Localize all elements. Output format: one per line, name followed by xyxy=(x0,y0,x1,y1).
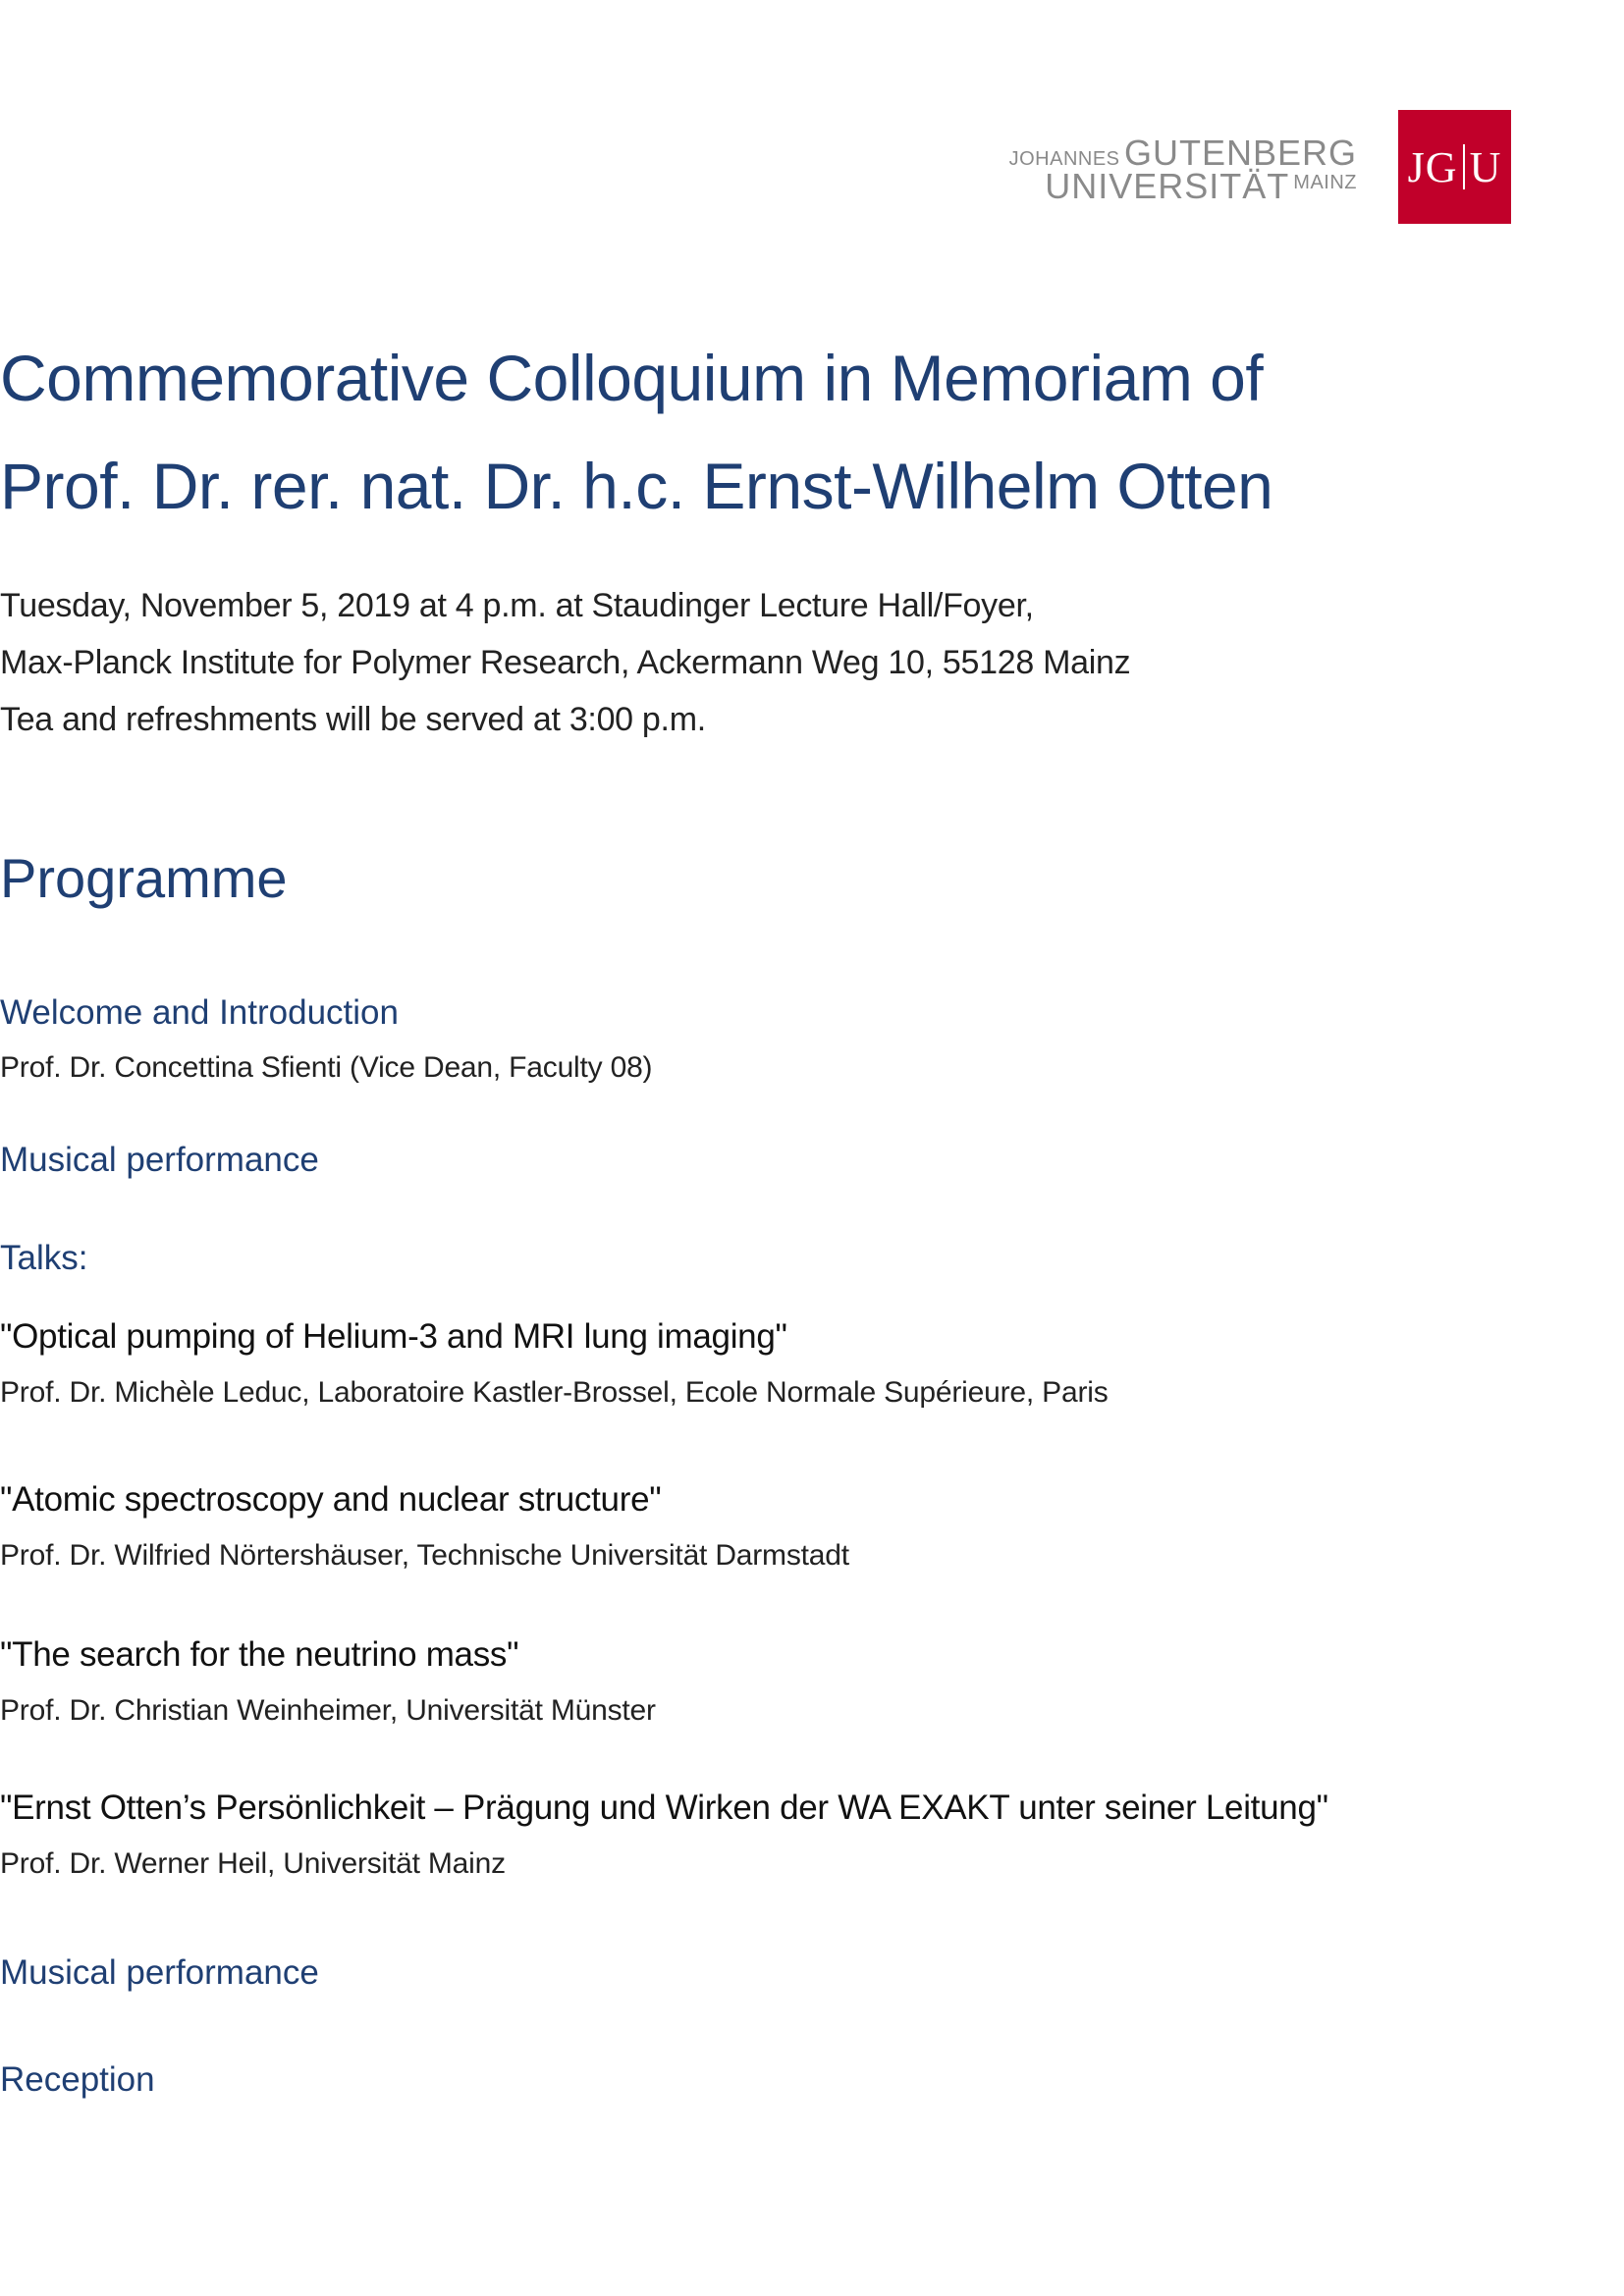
logo-box-jg: JG xyxy=(1407,142,1458,191)
title-line-2: Prof. Dr. rer. nat. Dr. h.c. Ernst-Wilhelm Otten xyxy=(0,450,1273,522)
reception-heading: Reception xyxy=(0,2060,155,2099)
logo-universitaet: UNIVERSITÄT xyxy=(1045,166,1290,206)
talks-heading: Talks: xyxy=(0,1239,88,1277)
programme-heading: Programme xyxy=(0,847,288,909)
talk-1-title: "Optical pumping of Helium-3 and MRI lung imaging" xyxy=(0,1317,787,1356)
title-line-1: Commemorative Colloquium in Memoriam of xyxy=(0,342,1264,414)
event-details xyxy=(0,577,1624,748)
logo-divider xyxy=(1463,144,1465,189)
jgu-logo-box xyxy=(1398,110,1511,224)
musical-performance-1: Musical performance xyxy=(0,1141,319,1179)
logo-line-2 xyxy=(1009,166,1357,206)
welcome-speaker: Prof. Dr. Concettina Sfienti (Vice Dean, Faculty 08) xyxy=(0,1051,653,1084)
event-address: Max-Planck Institute for Polymer Research, Ackermann Weg 10, 55128 Mainz xyxy=(0,644,1131,681)
musical-performance-2: Musical performance xyxy=(0,1953,319,1992)
talk-2-title: "Atomic spectroscopy and nuclear structure" xyxy=(0,1480,662,1519)
talk-3-title: "The search for the neutrino mass" xyxy=(0,1635,519,1674)
talk-3-speaker: Prof. Dr. Christian Weinheimer, Universität Münster xyxy=(0,1694,656,1727)
event-refreshments: Tea and refreshments will be served at 3:00 p.m. xyxy=(0,701,706,738)
university-logo-text xyxy=(1009,135,1357,204)
logo-mainz: MAINZ xyxy=(1293,172,1357,193)
talk-4-title: "Ernst Otten’s Persönlichkeit – Prägung und Wirken der WA EXAKT unter seiner Leitung" xyxy=(0,1789,1328,1827)
page-title xyxy=(0,324,1624,540)
logo-johannes: JOHANNES xyxy=(1008,148,1120,170)
talk-2-speaker: Prof. Dr. Wilfried Nörtershäuser, Technische Universität Darmstadt xyxy=(0,1539,849,1572)
logo-gutenberg: GUTENBERG xyxy=(1123,133,1357,173)
talk-4-speaker: Prof. Dr. Werner Heil, Universität Mainz xyxy=(0,1847,506,1880)
talk-1-speaker: Prof. Dr. Michèle Leduc, Laboratoire Kastler-Brossel, Ecole Normale Supérieure, Paris xyxy=(0,1376,1109,1409)
event-date-venue: Tuesday, November 5, 2019 at 4 p.m. at Staudinger Lecture Hall/Foyer, xyxy=(0,587,1034,624)
welcome-heading: Welcome and Introduction xyxy=(0,993,399,1032)
logo-box-u: U xyxy=(1469,142,1502,191)
